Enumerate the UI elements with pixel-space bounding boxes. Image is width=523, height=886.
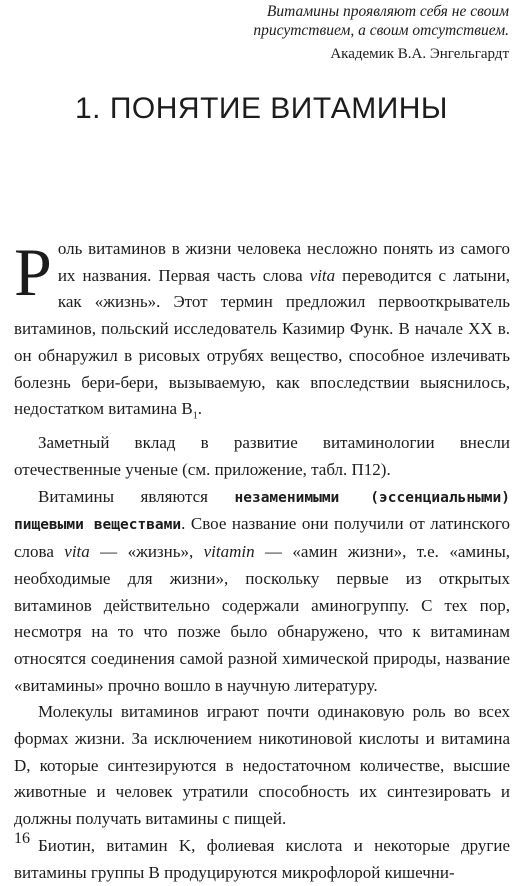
- epigraph-quote-line-2: присутствием, а своим отсутствием.: [253, 22, 509, 39]
- paragraph-3-text-b: . Свое название они получили от латинского слова: [14, 514, 511, 562]
- paragraph-2: Заметный вклад в развитие витаминологии внесли отечественные ученые (см. приложение, табл. П12).: [14, 433, 510, 480]
- paragraph-3-text-d: — «амин жизни», т.е. «амины, необходимые для жизни», поскольку первые из открытых витаминов действительно содержали аминогруппу. С тех пор, несмотря на то что позже было обнаружено, что к витаминам относятся соединения самой разной химической природы, название «витамины» прочно вошло в научную литературу.: [14, 542, 510, 695]
- epigraph-author: Академик В.А. Энгельгардт: [330, 46, 509, 62]
- body-text: [14, 236, 510, 886]
- paragraph-3-text-a: Витамины являются: [38, 486, 235, 506]
- paragraph-1-text-b: переводится с латыни, как «жизнь». Этот термин предложил первооткрыватель витаминов, польский исследователь Казимир Функ. В начале XX в. он обнаружил в рисовых отрубях вещество, способное излечивать болезнь бери-бери, вызываемую, как впоследствии выяснилось, недостатком витамина B: [14, 265, 510, 419]
- page-number: 16: [14, 830, 30, 847]
- paragraph-3-italic-vita: vita: [64, 542, 90, 562]
- epigraph-quote-line-1: Витамины проявляют себя не своим: [266, 3, 509, 20]
- paragraph-1-subscript: 1: [192, 410, 198, 422]
- paragraph-1-text-c: .: [197, 399, 202, 419]
- paragraph-3-italic-vitamin: vitamin: [203, 542, 255, 562]
- paragraph-3: [14, 484, 510, 700]
- paragraph-5: Биотин, витамин K, фолиевая кислота и некоторые другие витамины группы B продуцируются микрофлорой кишечни-: [14, 835, 510, 882]
- paragraph-1: [14, 236, 510, 430]
- paragraph-1-italic-vita: vita: [309, 265, 336, 285]
- paragraph-4: Молекулы витаминов играют почти одинаковую роль во всех формах жизни. За исключением никотиновой кислоты и витамина D, которые синтезируются в недостаточном количестве, высшие животные и человек утратили способность их синтезировать и должны получать витамины с пищей.: [14, 702, 510, 829]
- chapter-title: 1. ПОНЯТИЕ ВИТАМИНЫ: [74, 92, 448, 125]
- paragraph-3-text-c: — «жизнь»,: [89, 542, 204, 562]
- epigraph: [209, 2, 509, 64]
- paragraph-3-bold-term: незаменимыми (эссенциальными) пищевыми веществами: [14, 489, 510, 534]
- paragraph-1-text-a: оль витаминов в жизни человека несложно понять из самого их названия. Первая часть слова: [57, 239, 510, 285]
- drop-cap: Р: [14, 234, 52, 310]
